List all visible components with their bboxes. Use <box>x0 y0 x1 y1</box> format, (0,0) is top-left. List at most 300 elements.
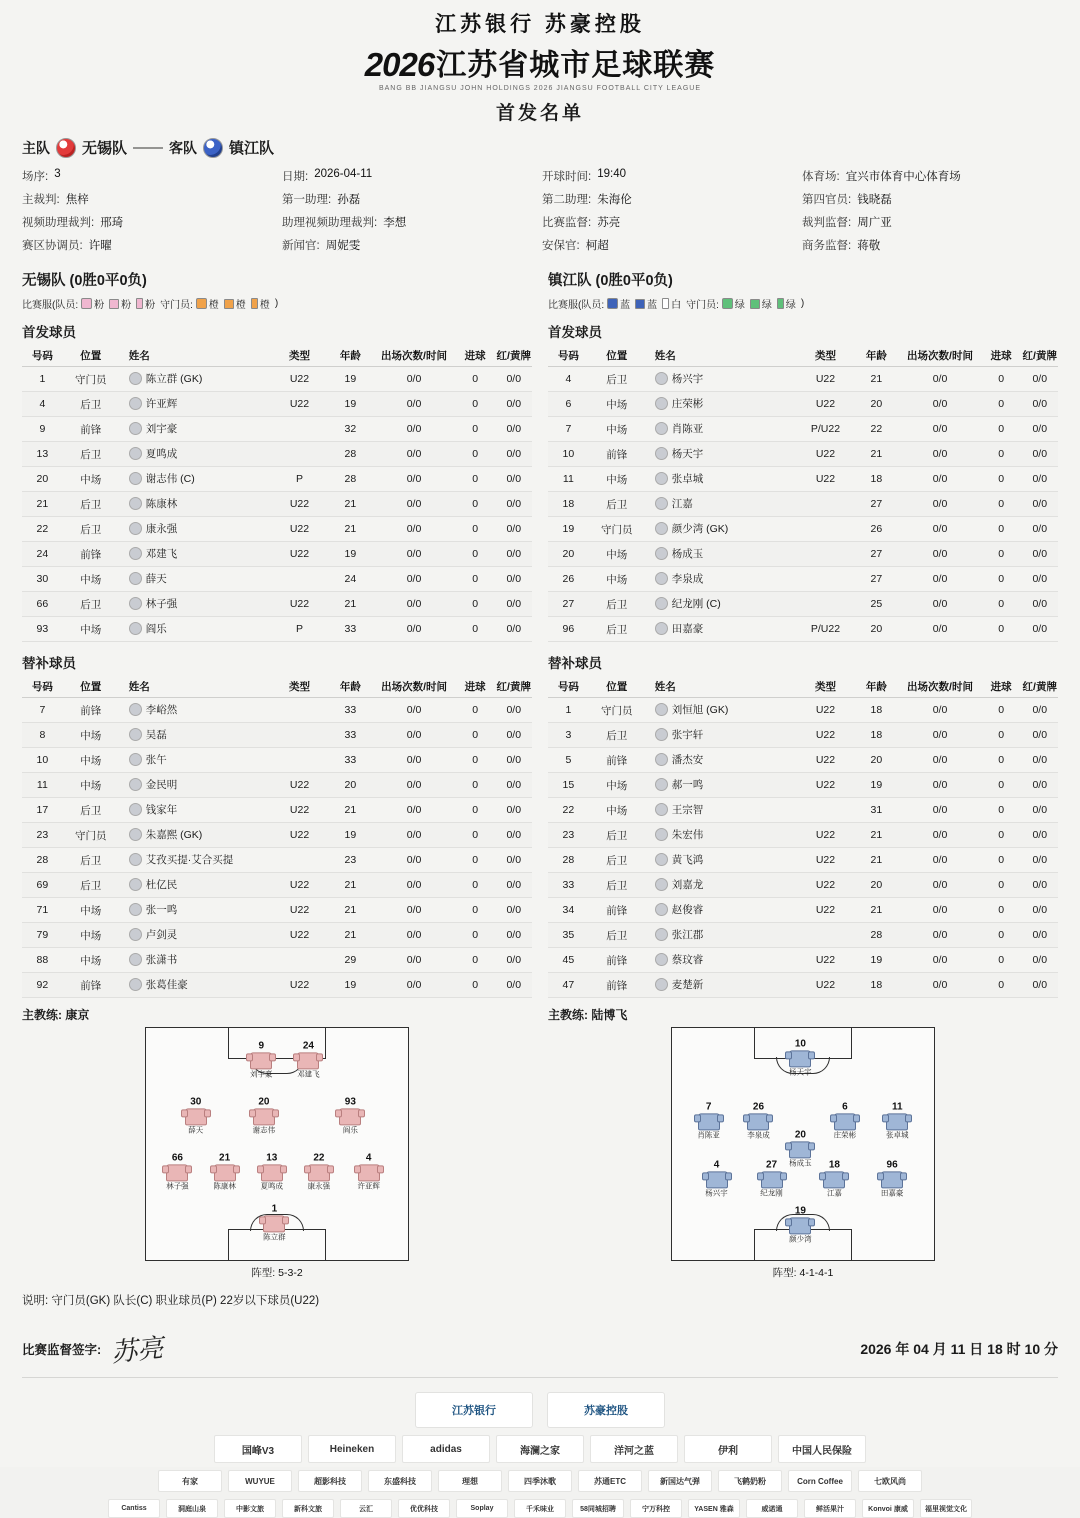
player-name: 张潇书 <box>119 948 272 973</box>
sponsor-logo: 优优科技 <box>398 1499 450 1518</box>
table-row <box>22 773 532 798</box>
player-type: U22 <box>797 698 853 723</box>
officials-item <box>22 214 278 230</box>
kit-color-label: 蓝 <box>620 300 631 311</box>
header-year: 2026 <box>364 46 435 83</box>
officials-key: 商务监督: <box>802 240 852 252</box>
player-number: 20 <box>548 542 589 567</box>
player-number: 1 <box>548 698 589 723</box>
player-cards: 0/0 <box>1022 848 1058 873</box>
table-row <box>548 748 1058 773</box>
col-number: 号码 <box>22 345 63 367</box>
player-name: 康永强 <box>119 517 272 542</box>
officials-value: 周妮雯 <box>325 240 361 252</box>
player-age: 21 <box>853 848 899 873</box>
away-starters-body <box>548 367 1058 642</box>
home-starters-heading: 首发球员 <box>22 325 76 340</box>
officials-item <box>22 168 278 184</box>
player-goals: 0 <box>455 973 496 998</box>
player-number: 18 <box>548 492 589 517</box>
player-number: 34 <box>548 898 589 923</box>
sponsor-logo: 洞庭山泉 <box>166 1499 218 1518</box>
player-name: 谢志伟 (C) <box>119 467 272 492</box>
player-position: 后卫 <box>589 923 645 948</box>
col-cards: 红/黄牌 <box>1022 676 1058 698</box>
player-name: 肖陈亚 <box>645 417 798 442</box>
player-cards: 0/0 <box>1022 798 1058 823</box>
shorts-icon <box>635 299 645 309</box>
player-age: 27 <box>853 567 899 592</box>
page-title: 首发名单 <box>495 103 584 124</box>
player-type <box>272 748 328 773</box>
formation-value: 4-1-4-1 <box>799 1267 834 1279</box>
player-cards: 0/0 <box>1022 898 1058 923</box>
table-row <box>22 567 532 592</box>
player-type <box>272 948 328 973</box>
player-avatar <box>655 703 668 716</box>
player-goals: 0 <box>455 467 496 492</box>
home-starters-body <box>22 367 532 642</box>
away-subs-table <box>548 676 1058 998</box>
pitch-player-token <box>327 1098 373 1135</box>
player-position: 后卫 <box>63 392 119 417</box>
player-goals: 0 <box>455 417 496 442</box>
table-row <box>22 467 532 492</box>
player-type: U22 <box>272 798 328 823</box>
officials-value: 19:40 <box>597 168 626 180</box>
pitch-player-number: 11 <box>892 1101 903 1113</box>
pitch-player-number: 19 <box>794 1205 806 1217</box>
player-number: 33 <box>548 873 589 898</box>
pitch-player-number: 4 <box>365 1152 372 1164</box>
away-kit-line <box>548 296 1058 311</box>
player-cards: 0/0 <box>1022 823 1058 848</box>
player-age: 32 <box>327 417 373 442</box>
player-avatar <box>129 828 142 841</box>
player-type: U22 <box>797 873 853 898</box>
pitch-player-number: 20 <box>258 1096 270 1108</box>
home-coach <box>22 1006 532 1023</box>
home-team-column <box>22 269 532 1023</box>
col-appearances: 出场次数/时间 <box>899 676 981 698</box>
pitch-player-name: 庄荣彬 <box>833 1130 857 1140</box>
kit-color-label: 橙 <box>235 300 246 311</box>
player-age: 20 <box>853 873 899 898</box>
player-cards: 0/0 <box>496 723 532 748</box>
pitch-player-name: 陈立群 <box>263 1232 286 1242</box>
sponsor-logo: 东盛科技 <box>368 1470 432 1492</box>
jersey-icon <box>886 1113 908 1130</box>
player-number: 10 <box>548 442 589 467</box>
home-starters-table <box>22 345 532 642</box>
player-number: 17 <box>22 798 63 823</box>
player-age: 21 <box>853 367 899 392</box>
table-row <box>548 517 1058 542</box>
table-row <box>22 392 532 417</box>
player-type: P/U22 <box>797 617 853 642</box>
col-position: 位置 <box>63 676 119 698</box>
pitch-player-name: 江嘉 <box>826 1188 842 1198</box>
player-appearances: 0/0 <box>899 417 981 442</box>
sponsor-logo: 国峰V3 <box>214 1435 302 1463</box>
table-row <box>548 367 1058 392</box>
pitch-player-token <box>285 1042 331 1079</box>
table-row <box>22 592 532 617</box>
player-goals: 0 <box>981 492 1022 517</box>
player-goals: 0 <box>455 592 496 617</box>
player-type <box>797 592 853 617</box>
kit-color-label: 绿 <box>761 300 772 311</box>
player-number: 4 <box>22 392 63 417</box>
kit-prefix: 比赛服(队员: <box>22 300 79 311</box>
player-number: 15 <box>548 773 589 798</box>
away-formation <box>548 1027 1058 1280</box>
away-label: 客队 <box>169 139 198 156</box>
player-avatar <box>655 622 668 635</box>
player-number: 23 <box>548 823 589 848</box>
sponsor-logo: 新国达气弹 <box>648 1470 712 1492</box>
player-number: 7 <box>22 698 63 723</box>
jersey-icon <box>166 1164 188 1181</box>
col-type: 类型 <box>272 676 328 698</box>
player-age: 28 <box>327 442 373 467</box>
player-type <box>797 517 853 542</box>
player-avatar <box>129 903 142 916</box>
player-position: 中场 <box>589 392 645 417</box>
player-appearances: 0/0 <box>899 542 981 567</box>
officials-key: 第二助理: <box>542 194 592 206</box>
player-name: 黄飞鸿 <box>645 848 798 873</box>
player-appearances: 0/0 <box>373 748 455 773</box>
away-team-name: 镇江队 <box>229 140 275 157</box>
player-appearances: 0/0 <box>373 517 455 542</box>
player-cards: 0/0 <box>1022 367 1059 392</box>
player-name: 颜少湾 (GK) <box>645 517 798 542</box>
formation-key: 阵型: <box>251 1267 276 1279</box>
player-goals: 0 <box>455 948 496 973</box>
player-position: 后卫 <box>63 517 119 542</box>
away-pitch <box>671 1027 935 1261</box>
player-appearances: 0/0 <box>373 698 455 723</box>
table-row <box>548 873 1058 898</box>
player-avatar <box>655 728 668 741</box>
home-subs-table <box>22 676 532 998</box>
table-row <box>22 873 532 898</box>
table-header-row <box>548 676 1058 698</box>
player-position: 守门员 <box>63 367 119 392</box>
away-subs-body <box>548 698 1058 998</box>
pitch-player-number: 21 <box>219 1152 231 1164</box>
pitch-player-token <box>296 1153 342 1190</box>
player-avatar <box>129 372 142 385</box>
player-goals: 0 <box>981 898 1022 923</box>
player-number: 22 <box>22 517 63 542</box>
player-appearances: 0/0 <box>899 798 981 823</box>
player-cards: 0/0 <box>496 542 532 567</box>
player-position: 中场 <box>63 923 119 948</box>
sponsor-logo: adidas <box>402 1435 490 1463</box>
player-age: 19 <box>327 542 373 567</box>
player-name: 陈立群 (GK) <box>119 367 272 392</box>
sponsor-logo: Soplay <box>456 1499 508 1518</box>
pitch-player-name: 邓建飞 <box>297 1069 320 1079</box>
player-goals: 0 <box>981 592 1022 617</box>
player-goals: 0 <box>981 923 1022 948</box>
player-appearances: 0/0 <box>899 517 981 542</box>
player-position: 中场 <box>63 948 119 973</box>
kit-gk-label: 守门员: <box>160 300 193 311</box>
player-age: 20 <box>853 748 899 773</box>
player-number: 11 <box>548 467 589 492</box>
away-starters-table <box>548 345 1058 642</box>
player-avatar <box>129 497 142 510</box>
player-age: 19 <box>853 948 899 973</box>
player-position: 中场 <box>589 773 645 798</box>
player-appearances: 0/0 <box>899 698 981 723</box>
table-header-row <box>548 345 1058 367</box>
player-cards: 0/0 <box>496 973 532 998</box>
player-type: U22 <box>797 748 853 773</box>
jersey-icon <box>250 1053 272 1070</box>
player-age: 23 <box>328 848 374 873</box>
player-avatar <box>129 472 142 485</box>
player-age: 18 <box>853 973 899 998</box>
player-name: 卢剑灵 <box>119 923 272 948</box>
player-name: 邓建飞 <box>119 542 272 567</box>
officials-item <box>22 191 278 207</box>
sponsor-logo: 苏豪控股 <box>547 1392 665 1428</box>
player-age: 29 <box>328 948 374 973</box>
player-cards: 0/0 <box>496 567 532 592</box>
officials-key: 第四官员: <box>802 194 852 206</box>
document-header <box>22 0 1058 125</box>
pitch-player-token <box>777 1207 823 1244</box>
player-goals: 0 <box>981 848 1022 873</box>
col-cards: 红/黄牌 <box>1022 345 1059 367</box>
player-age: 21 <box>328 873 374 898</box>
player-position: 前锋 <box>63 698 119 723</box>
pitch-player-token <box>749 1160 795 1197</box>
jersey-icon <box>747 1113 769 1130</box>
player-cards: 0/0 <box>1022 948 1058 973</box>
pitch-player-number: 10 <box>794 1038 806 1050</box>
player-position: 中场 <box>63 567 119 592</box>
player-name: 蔡玟睿 <box>645 948 798 973</box>
player-name: 李峪然 <box>119 698 272 723</box>
pitch-player-number: 20 <box>794 1129 806 1140</box>
player-goals: 0 <box>981 723 1022 748</box>
table-row <box>22 798 532 823</box>
player-number: 28 <box>22 848 63 873</box>
table-row <box>548 617 1058 642</box>
home-subs-heading: 替补球员 <box>22 656 76 671</box>
player-age: 28 <box>327 467 373 492</box>
sponsor-logo: 江苏银行 <box>415 1392 533 1428</box>
jersey-icon <box>297 1053 319 1070</box>
player-name: 朱宏伟 <box>645 823 798 848</box>
table-row <box>22 517 532 542</box>
player-goals: 0 <box>455 617 496 642</box>
player-name: 李泉成 <box>645 567 798 592</box>
player-avatar <box>655 422 668 435</box>
pitch-player-number: 66 <box>171 1152 183 1164</box>
player-cards: 0/0 <box>1022 417 1059 442</box>
player-cards: 0/0 <box>496 517 532 542</box>
player-cards: 0/0 <box>1022 442 1059 467</box>
kit-color-label: 粉 <box>94 300 105 311</box>
player-type: P/U22 <box>797 417 853 442</box>
table-row <box>548 823 1058 848</box>
col-appearances: 出场次数/时间 <box>899 345 981 367</box>
officials-value: 孙磊 <box>337 194 361 206</box>
sponsor-logo: 58同城招聘 <box>572 1499 624 1518</box>
player-cards: 0/0 <box>496 898 532 923</box>
player-name: 杨天宇 <box>645 442 798 467</box>
player-position: 中场 <box>63 467 119 492</box>
officials-key: 体育场: <box>802 171 840 183</box>
kit-prefix: 比赛服(队员: <box>548 300 605 311</box>
player-avatar <box>655 953 668 966</box>
away-starters-heading: 首发球员 <box>548 325 602 340</box>
player-type: U22 <box>272 773 328 798</box>
player-age: 21 <box>328 923 374 948</box>
player-avatar <box>129 703 142 716</box>
home-team-name: 无锡队 <box>82 140 128 157</box>
signature-label: 比赛监督签字: <box>22 1342 102 1357</box>
home-pitch <box>145 1027 409 1261</box>
player-age: 21 <box>327 517 373 542</box>
officials-key: 场序: <box>22 171 49 183</box>
away-coach <box>548 1006 1058 1023</box>
table-row <box>548 417 1058 442</box>
player-age: 33 <box>328 698 374 723</box>
player-appearances: 0/0 <box>899 823 981 848</box>
player-type <box>797 567 853 592</box>
officials-item <box>282 237 538 253</box>
player-cards: 0/0 <box>1022 923 1058 948</box>
player-avatar <box>655 803 668 816</box>
player-appearances: 0/0 <box>899 392 981 417</box>
player-position: 后卫 <box>589 823 645 848</box>
officials-key: 日期: <box>282 171 309 183</box>
player-avatar <box>655 878 668 891</box>
player-avatar <box>129 928 142 941</box>
officials-item <box>282 214 538 230</box>
col-number: 号码 <box>548 345 589 367</box>
signature-row <box>22 1330 1058 1373</box>
player-name: 王宗智 <box>645 798 798 823</box>
officials-item <box>542 214 798 230</box>
player-appearances: 0/0 <box>373 723 455 748</box>
col-name: 姓名 <box>645 345 798 367</box>
player-type: P <box>271 617 327 642</box>
coach-label: 主教练: <box>548 1008 588 1022</box>
pitch-player-token <box>241 1098 287 1135</box>
player-name: 江嘉 <box>645 492 798 517</box>
player-position: 中场 <box>589 467 645 492</box>
col-age: 年龄 <box>327 345 373 367</box>
player-number: 35 <box>548 923 589 948</box>
officials-value: 蒋敬 <box>857 240 881 252</box>
col-position: 位置 <box>63 345 119 367</box>
socks-icon <box>777 298 784 309</box>
footer-divider <box>22 1377 1058 1378</box>
shorts-icon <box>109 299 119 309</box>
player-name: 金民明 <box>119 773 272 798</box>
player-age: 18 <box>853 467 899 492</box>
player-appearances: 0/0 <box>373 823 455 848</box>
table-row <box>22 898 532 923</box>
player-number: 92 <box>22 973 63 998</box>
player-position: 后卫 <box>63 492 119 517</box>
player-goals: 0 <box>455 492 496 517</box>
player-age: 19 <box>328 973 374 998</box>
player-age: 21 <box>327 592 373 617</box>
player-position: 前锋 <box>63 542 119 567</box>
officials-key: 比赛监督: <box>542 217 592 229</box>
legend-note: 说明: 守门员(GK) 队长(C) 职业球员(P) 22岁以下球员(U22) <box>22 1295 320 1307</box>
jersey-icon <box>263 1215 285 1232</box>
officials-item <box>22 237 278 253</box>
player-number: 23 <box>22 823 63 848</box>
home-subs-body <box>22 698 532 998</box>
player-type: U22 <box>271 542 327 567</box>
pitch-player-name: 肖陈亚 <box>697 1130 720 1140</box>
player-avatar <box>655 522 668 535</box>
pitch-player-name: 陈康林 <box>213 1181 236 1191</box>
table-row <box>548 467 1058 492</box>
kit-color-label: 绿 <box>734 300 745 311</box>
pitch-player-name: 杨成玉 <box>789 1158 812 1167</box>
player-position: 中场 <box>589 542 645 567</box>
officials-item <box>282 168 538 184</box>
player-avatar <box>655 397 668 410</box>
pitch-player-token <box>694 1160 740 1197</box>
away-team-title: 镇江队 (0胜0平0负) <box>548 273 673 289</box>
table-row <box>548 898 1058 923</box>
player-age: 20 <box>853 617 899 642</box>
player-position: 中场 <box>63 773 119 798</box>
player-avatar <box>655 372 668 385</box>
player-number: 96 <box>548 617 589 642</box>
player-name: 杨成玉 <box>645 542 798 567</box>
player-number: 93 <box>22 617 63 642</box>
jersey-icon <box>789 1141 811 1158</box>
player-goals: 0 <box>981 823 1022 848</box>
col-goals: 进球 <box>981 345 1022 367</box>
sponsor-row-3 <box>22 1499 1058 1518</box>
player-avatar <box>129 978 142 991</box>
officials-item <box>802 191 1058 207</box>
table-row <box>548 442 1058 467</box>
player-avatar <box>655 828 668 841</box>
player-name: 张午 <box>119 748 272 773</box>
player-appearances: 0/0 <box>373 898 455 923</box>
player-type: U22 <box>797 723 853 748</box>
player-cards: 0/0 <box>496 617 532 642</box>
player-type: U22 <box>272 923 328 948</box>
player-age: 18 <box>853 723 899 748</box>
formation-value: 5-3-2 <box>278 1267 303 1279</box>
pitch-player-token <box>822 1102 868 1139</box>
player-goals: 0 <box>455 773 496 798</box>
player-name: 吴磊 <box>119 723 272 748</box>
player-age: 33 <box>327 617 373 642</box>
player-appearances: 0/0 <box>899 973 981 998</box>
player-name: 艾孜买提·艾合买提 <box>119 848 272 873</box>
sponsor-logo: YASEN 雅森 <box>688 1499 740 1518</box>
player-name: 刘恒旭 (GK) <box>645 698 798 723</box>
